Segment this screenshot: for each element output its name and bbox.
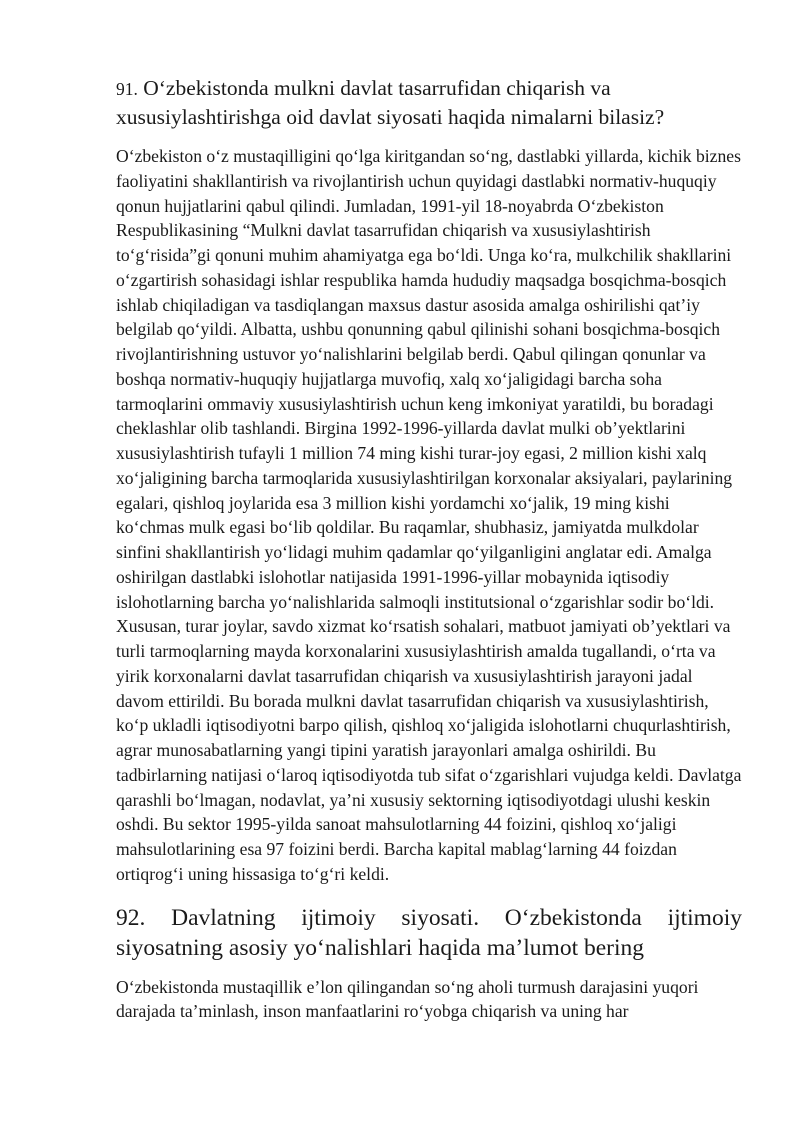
question-91-title	[116, 74, 742, 131]
question-91-answer: O‘zbekiston o‘z mustaqilligini qo‘lga kiritgandan so‘ng, dastlabki yillarda, kichik biznes faoliyatini shakllantirish va rivojlantirish uchun quyidagi dastlabki normativ-huquqiy qonun hujjatlarini qabul qilindi. Jumladan, 1991-yil 18-noyabrda O‘zbekiston Respublikasining “Mulkni davlat tasarrufidan chiqarish va xususiylashtirish to‘g‘risida”gi qonuni muhim ahamiyatga ega bo‘ldi. Unga ko‘ra, mulkchilik shakllarini o‘zgartirish sohasidagi ishlar respublika hamda hududiy maqsadga bosqichma-bosqich ishlab chiqiladigan va tasdiqlangan maxsus dastur asosida amalga oshirilishi qat’iy belgilab qo‘yildi. Albatta, ushbu qonunning qabul qilinishi sohani bosqichma-bosqich rivojlantirishning ustuvor yo‘nalishlarini belgilab berdi. Qabul qilingan qonunlar va boshqa normativ-huquqiy hujjatlarga muvofiq, xalq xo‘jaligidagi barcha soha tarmoqlarini ommaviy xususiylashtirish uchun keng imkoniyat yaratildi, bu boradagi cheklashlar olib tashlandi. Birgina 1992-1996-yillarda davlat mulki ob’yektlarini xususiylashtirish tufayli 1 million 74 ming kishi turar-joy egasi, 2 million kishi xalq xo‘jaligining barcha tarmoqlarida xususiylashtirilgan korxonalar aksiyalari, paylarining egalari, qishloq joylarida esa 3 million kishi yordamchi xo‘jalik, 19 ming kishi ko‘chmas mulk egasi bo‘lib qoldilar. Bu raqamlar, shubhasiz, jamiyatda mulkdolar sinfini shakllantirish yo‘lidagi muhim qadamlar qo‘yilganligini anglatar edi. Amalga oshirilgan dastlabki islohotlar natijasida 1991-1996-yillar mobaynida iqtisodiy islohotlarning barcha yo‘nalishlarida salmoqli institutsional o‘zgarishlar sodir bo‘ldi. Xususan, turar joylar, savdo xizmat ko‘rsatish sohalari, matbuot jamiyati ob’yektlari va turli tarmoqlarning mayda korxonalarini xususiylashtirish amalda tugallandi, o‘rta va yirik korxonalarni davlat tasarrufidan chiqarish va xususiylashtirish jarayoni jadal davom ettirildi. Bu borada mulkni davlat tasarrufidan chiqarish va xususiylashtirish, ko‘p ukladli iqtisodiyotni barpo qilish, qishloq xo‘jaligida islohotlarni chuqurlashtirish, agrar munosabatlarning yangi tipini yaratish jarayonlari amalga oshirildi. Bu tadbirlarning natijasi o‘laroq iqtisodiyotda tub sifat o‘zgarishlari vujudga keldi. Davlatga qarashli bo‘lmagan, nodavlat, ya’ni xususiy sektorning iqtisodiyotdagi ulushi keskin oshdi. Bu sektor 1995-yilda sanoat mahsulotlarning 44 foizini, qishloq xo‘jaligi mahsulotlarining esa 97 foizini berdi. Barcha kapital mablag‘larning 44 foizdan ortiqrog‘i uning hissasiga to‘g‘ri keldi.	[116, 146, 742, 884]
question-92-title: 92. Davlatning ijtimoiy siyosati. O‘zbekistonda ijtimoiy siyosatning asosiy yo‘nalishlari haqida ma’lumot bering	[116, 904, 742, 961]
document-page	[116, 74, 742, 1024]
question-91-title-text: O‘zbekistonda mulkni davlat tasarrufidan chiqarish va xususiylashtirishga oid davlat siyosati haqida nimalarni bilasiz?	[116, 76, 665, 129]
question-91-number: 91.	[116, 79, 138, 99]
question-92-answer: O‘zbekistonda mustaqillik e’lon qilingandan so‘ng aholi turmush darajasini yuqori darajada ta’minlash, inson manfaatlarini ro‘yobga chiqarish va uning har	[116, 976, 699, 1022]
